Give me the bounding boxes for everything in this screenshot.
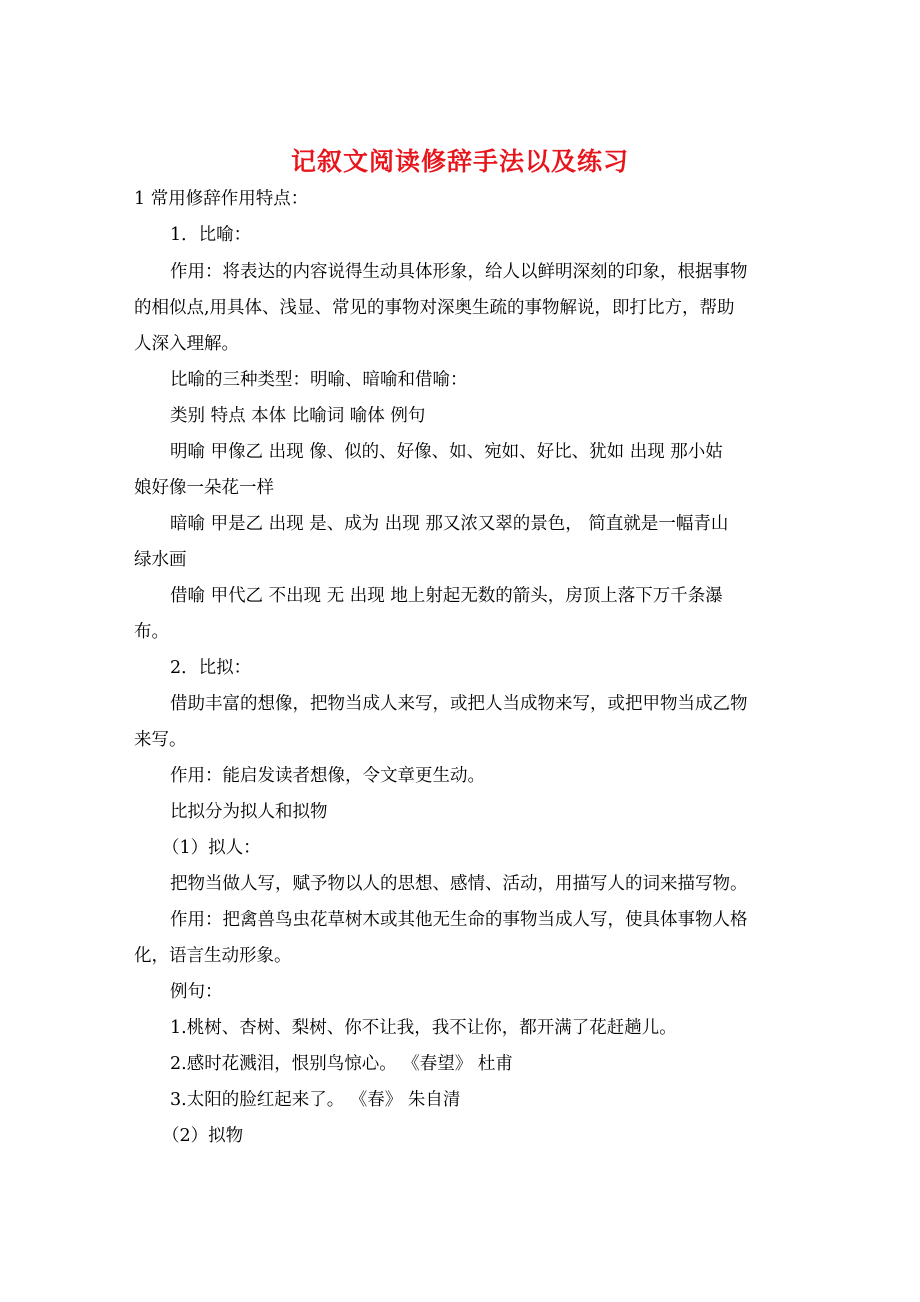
table-row-line: 借喻 甲代乙 不出现 无 出现 地上射起无数的箭头，房顶上落下万千条瀑 xyxy=(170,586,723,606)
paragraph-line: 把物当做人写，赋予物以人的思想、感情、活动，用描写人的词来描写物。 xyxy=(170,874,748,894)
table-row-line: 暗喻 甲是乙 出现 是、成为 出现 那又浓又翠的景色， 简直就是一幅青山 xyxy=(170,514,729,534)
paragraph-line: 借助丰富的想像，把物当成人来写，或把人当成物来写，或把甲物当成乙物 xyxy=(170,694,748,714)
subheading-personification: 2．比拟： xyxy=(170,658,252,678)
table-row-line: 娘好像一朵花一样 xyxy=(134,478,274,498)
paragraph-line: 比喻的三种类型：明喻、暗喻和借喻： xyxy=(170,370,468,390)
table-row-line: 绿水画 xyxy=(134,550,187,570)
paragraph-line: 作用：能启发读者想像，令文章更生动。 xyxy=(170,766,485,786)
table-header-line: 类别 特点 本体 比喻词 喻体 例句 xyxy=(170,406,426,426)
examples-label: 例句： xyxy=(170,982,223,1002)
paragraph-line: 作用：将表达的内容说得生动具体形象，给人以鲜明深刻的印象，根据事物 xyxy=(170,262,748,282)
subheading-objectification: （2）拟物 xyxy=(162,1126,244,1146)
example-line: 3.太阳的脸红起来了。 《春》 朱自清 xyxy=(170,1090,461,1110)
paragraph-line: 化，语言生动形象。 xyxy=(134,946,292,966)
table-row-line: 布。 xyxy=(134,622,169,642)
paragraph-line: 来写。 xyxy=(134,730,187,750)
paragraph-line: 人深入理解。 xyxy=(134,334,239,354)
table-row-line: 明喻 甲像乙 出现 像、似的、好像、如、宛如、好比、犹如 出现 那小姑 xyxy=(170,442,723,462)
paragraph-line: 比拟分为拟人和拟物 xyxy=(170,802,328,822)
paragraph-line: 作用：把禽兽鸟虫花草树木或其他无生命的事物当成人写，使具体事物人格 xyxy=(170,910,748,930)
subheading-metaphor: 1．比喻： xyxy=(170,225,252,245)
section-heading: 1 常用修辞作用特点： xyxy=(134,189,309,209)
subheading-anthropomorphism: （1）拟人： xyxy=(162,838,261,858)
example-line: 1.桃树、杏树、梨树、你不让我，我不让你，都开满了花赶趟儿。 xyxy=(170,1018,677,1038)
example-line: 2.感时花溅泪，恨别鸟惊心。 《春望》 杜甫 xyxy=(170,1054,513,1074)
paragraph-line: 的相似点,用具体、浅显、常见的事物对深奥生疏的事物解说，即打比方，帮助 xyxy=(134,298,735,318)
page-title: 记叙文阅读修辞手法以及练习 xyxy=(290,147,629,176)
